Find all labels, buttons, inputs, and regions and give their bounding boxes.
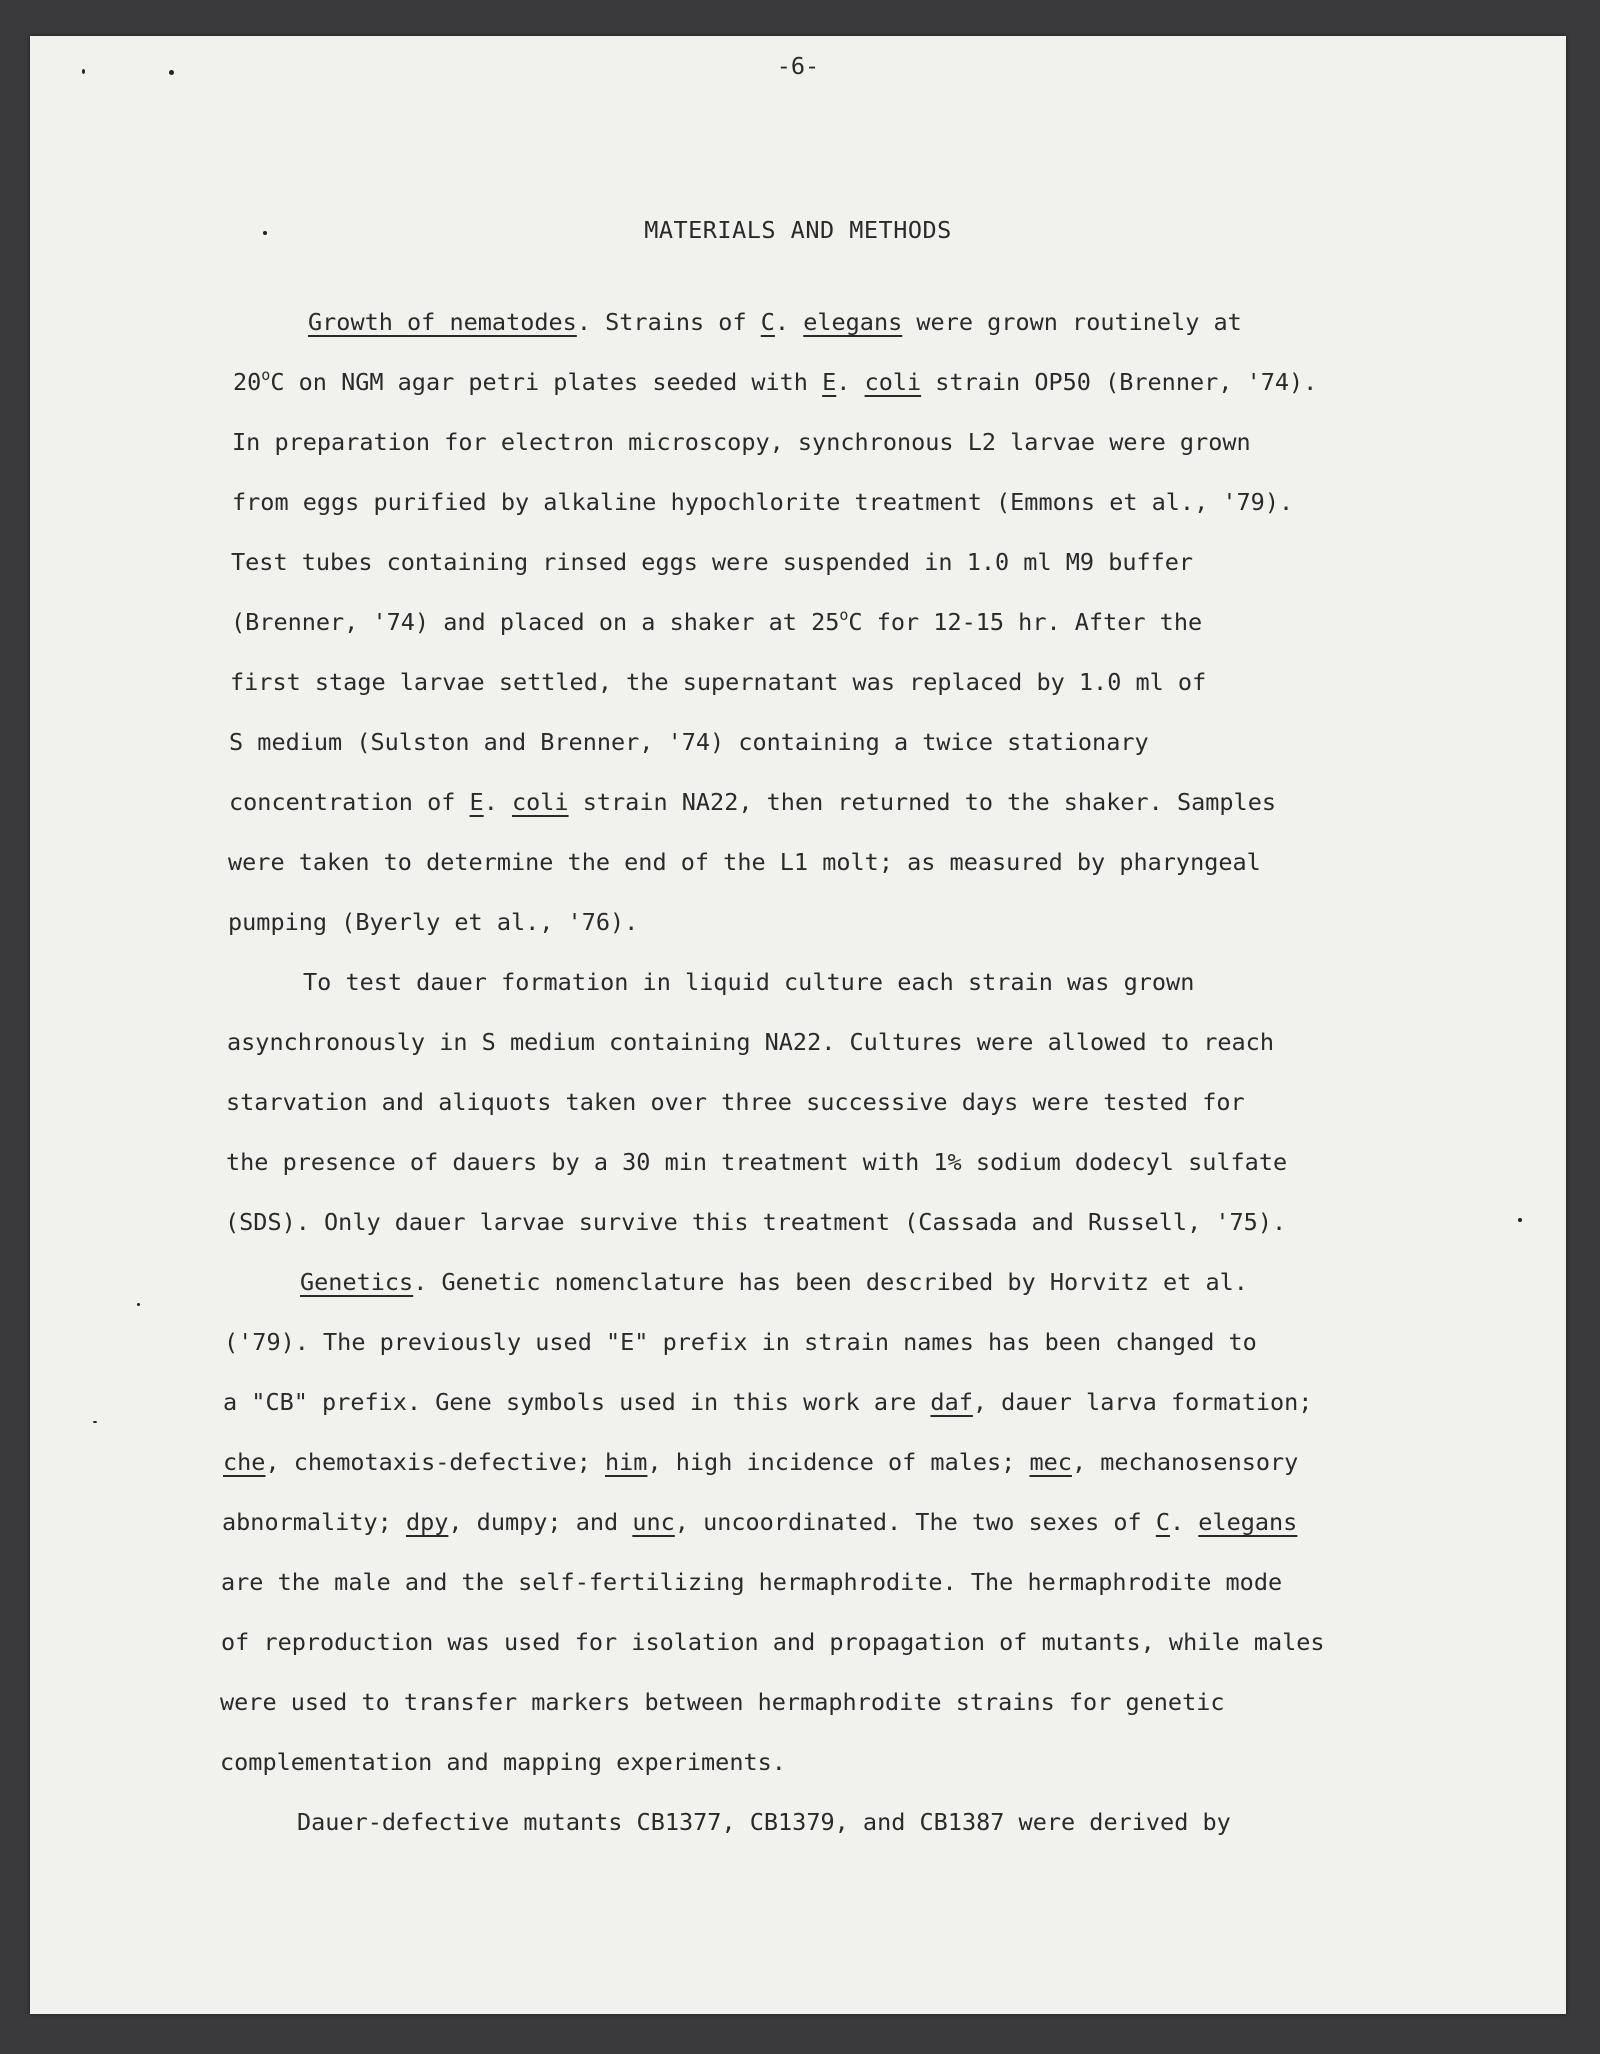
page-number: -6- (776, 52, 820, 80)
species-name: elegans (803, 308, 903, 336)
body-line: Growth of nematodes. Strains of C. elegans were grown routinely at (308, 308, 1242, 336)
body-line: complementation and mapping experiments. (220, 1748, 786, 1776)
body-line: ('79). The previously used "E" prefix in strain names has been changed to (224, 1328, 1257, 1356)
species-name: coli (511, 788, 569, 816)
species-name: coli (864, 368, 922, 396)
body-line: S medium (Sulston and Brenner, '74) containing a twice stationary (229, 728, 1149, 756)
genus-abbrev: C (1155, 1508, 1170, 1536)
gene-symbol: him (605, 1448, 648, 1476)
paper-speck (137, 1303, 140, 1306)
body-line: concentration of E. coli strain NA22, then returned to the shaker. Samples (229, 788, 1276, 816)
body-line: were taken to determine the end of the L1 molt; as measured by pharyngeal (228, 848, 1261, 876)
genus-abbrev: E (822, 368, 837, 396)
gene-symbol: unc (632, 1508, 675, 1536)
subheading-growth: Growth of nematodes (308, 308, 577, 336)
body-line: are the male and the self-fertilizing hermaphrodite. The hermaphrodite mode (221, 1568, 1283, 1596)
body-line: were used to transfer markers between hermaphrodite strains for genetic (220, 1688, 1225, 1716)
body-line: of reproduction was used for isolation and propagation of mutants, while males (221, 1628, 1325, 1656)
body-line: a "CB" prefix. Gene symbols used in this work are daf, dauer larva formation; (223, 1388, 1313, 1416)
body-line: Dauer-defective mutants CB1377, CB1379, and CB1387 were derived by (297, 1808, 1231, 1836)
body-line: first stage larvae settled, the supernatant was replaced by 1.0 ml of (230, 668, 1207, 696)
body-line: 20$^o$C on NGM agar petri plates seeded with E. coli strain OP50 (Brenner, '74). (233, 366, 1318, 396)
paper-speck (93, 1421, 97, 1423)
body-line: che, chemotaxis-defective; him, high incidence of males; mec, mechanosensory (223, 1448, 1299, 1476)
body-line: Test tubes containing rinsed eggs were suspended in 1.0 ml M9 buffer (231, 548, 1194, 576)
body-line: pumping (Byerly et al., '76). (228, 908, 639, 936)
paper-speck (1518, 1218, 1522, 1222)
gene-symbol: daf (930, 1388, 973, 1416)
body-line: asynchronously in S medium containing NA22. Cultures were allowed to reach (227, 1028, 1274, 1056)
genus-abbrev: C (760, 308, 775, 336)
body-line: Genetics. Genetic nomenclature has been described by Horvitz et al. (300, 1268, 1248, 1296)
body-line: abnormality; dpy, dumpy; and unc, uncoordinated. The two sexes of C. elegans (222, 1508, 1298, 1536)
gene-symbol: dpy (405, 1508, 449, 1536)
body-line: starvation and aliquots taken over three successive days were tested for (226, 1088, 1245, 1116)
body-line: (SDS). Only dauer larvae survive this treatment (Cassada and Russell, '75). (225, 1208, 1287, 1236)
section-title: MATERIALS AND METHODS (644, 216, 952, 244)
document-page (30, 36, 1566, 2014)
body-line: To test dauer formation in liquid culture each strain was grown (303, 968, 1195, 996)
body-line: (Brenner, '74) and placed on a shaker at 25$^o$C for 12-15 hr. After the (231, 606, 1203, 636)
body-line: the presence of dauers by a 30 min treatment with 1% sodium dodecyl sulfate (226, 1148, 1288, 1176)
gene-symbol: mec (1029, 1448, 1072, 1476)
genus-abbrev: E (469, 788, 484, 816)
species-name: elegans (1198, 1508, 1298, 1536)
subheading-genetics: Genetics (300, 1268, 414, 1296)
gene-symbol: che (223, 1448, 266, 1476)
body-line: In preparation for electron microscopy, synchronous L2 larvae were grown (232, 428, 1251, 456)
body-line: from eggs purified by alkaline hypochlorite treatment (Emmons et al., '79). (232, 488, 1294, 516)
